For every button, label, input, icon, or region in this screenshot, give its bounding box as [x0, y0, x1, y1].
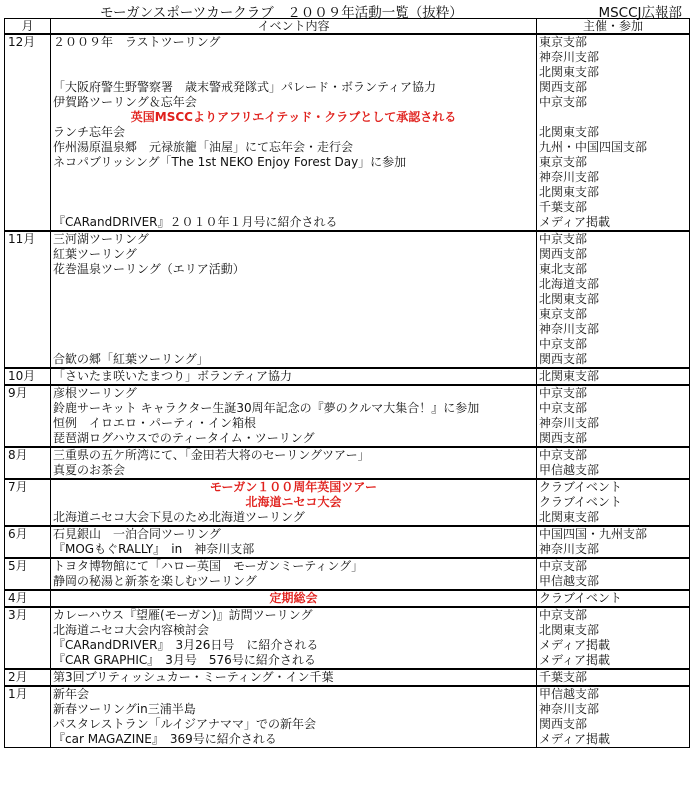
event-cell: 『CAR GRAPHIC』 3月号 576号に紹介される [51, 653, 537, 669]
month-cell [5, 510, 51, 526]
event-cell: 真夏のお茶会 [51, 463, 537, 479]
organizer-cell: 中京支部 [537, 447, 690, 463]
table-row [5, 262, 690, 277]
organizer-cell: 神奈川支部 [537, 322, 690, 337]
table-row [5, 542, 690, 558]
organizer-cell: 北関東支部 [537, 292, 690, 307]
month-cell: 6月 [5, 526, 51, 542]
event-cell: 三河湖ツーリング [51, 231, 537, 247]
table-row [5, 669, 690, 686]
table-row [5, 686, 690, 702]
event-cell: 彦根ツーリング [51, 385, 537, 401]
table-row [5, 385, 690, 401]
organizer-cell: 甲信越支部 [537, 574, 690, 590]
month-cell [5, 125, 51, 140]
month-cell: 9月 [5, 385, 51, 401]
table-row [5, 95, 690, 110]
organizer-cell: 中国四国・九州支部 [537, 526, 690, 542]
table-row [5, 447, 690, 463]
month-cell [5, 574, 51, 590]
event-cell: 恒例 イロエロ・パーティ・イン箱根 [51, 416, 537, 431]
month-cell [5, 247, 51, 262]
column-header-organizer: 主催・参加 [537, 19, 690, 35]
organizer-cell: 甲信越支部 [537, 463, 690, 479]
table-row [5, 702, 690, 717]
month-cell [5, 110, 51, 125]
month-cell: 10月 [5, 368, 51, 385]
organizer-cell: 中京支部 [537, 558, 690, 574]
event-cell: 「大阪府警生野警察署 歳末警戒発隊式」パレード・ボランティア協力 [51, 80, 537, 95]
table-row [5, 495, 690, 510]
event-cell: 新春ツーリングin三浦半島 [51, 702, 537, 717]
table-row [5, 140, 690, 155]
month-cell: 4月 [5, 590, 51, 607]
table-row [5, 277, 690, 292]
month-cell [5, 170, 51, 185]
organizer-cell: 北関東支部 [537, 65, 690, 80]
event-cell: ランチ忘年会 [51, 125, 537, 140]
event-cell: ２００９年 ラストツーリング [51, 34, 537, 50]
table-body [5, 34, 690, 748]
organizer-cell: 神奈川支部 [537, 702, 690, 717]
table-row [5, 34, 690, 50]
organizer-cell: 関西支部 [537, 80, 690, 95]
event-cell: 鈴鹿サーキット キャラクター生誕30周年記念の『夢のクルマ大集合！』に参加 [51, 401, 537, 416]
event-cell: 北海道ニセコ大会下見のため北海道ツーリング [51, 510, 537, 526]
month-cell [5, 717, 51, 732]
table-row [5, 607, 690, 623]
organizer-cell: 東京支部 [537, 155, 690, 170]
month-cell [5, 80, 51, 95]
organizer-cell: 中京支部 [537, 607, 690, 623]
event-cell: 「さいたま咲いたまつり」ボランティア協力 [51, 368, 537, 385]
organizer-cell: 九州・中国四国支部 [537, 140, 690, 155]
organizer-cell: 千葉支部 [537, 200, 690, 215]
month-cell: 11月 [5, 231, 51, 247]
event-cell: パスタレストラン「ルイジアナママ」での新年会 [51, 717, 537, 732]
highlighted-event-cell: 定期総会 [51, 590, 537, 607]
event-cell [51, 50, 537, 65]
table-row [5, 463, 690, 479]
month-cell [5, 463, 51, 479]
table-row [5, 170, 690, 185]
table-row [5, 558, 690, 574]
month-cell [5, 638, 51, 653]
highlighted-event-cell: モーガン１００周年英国ツアー [51, 479, 537, 495]
event-cell: 紅葉ツーリング [51, 247, 537, 262]
table-row [5, 125, 690, 140]
column-header-month: 月 [5, 19, 51, 35]
event-cell [51, 277, 537, 292]
table-row [5, 231, 690, 247]
organizer-cell: 東京支部 [537, 307, 690, 322]
organizer-cell: 中京支部 [537, 95, 690, 110]
organizer-cell: 東北支部 [537, 262, 690, 277]
event-cell: 伊賀路ツーリング＆忘年会 [51, 95, 537, 110]
event-cell: 合歓の郷「紅葉ツーリング」 [51, 352, 537, 368]
table-row [5, 732, 690, 748]
table-row [5, 155, 690, 170]
month-cell [5, 623, 51, 638]
organizer-cell: 北海道支部 [537, 277, 690, 292]
table-row [5, 574, 690, 590]
month-cell [5, 431, 51, 447]
month-cell [5, 155, 51, 170]
activity-table [4, 18, 690, 748]
month-cell [5, 542, 51, 558]
organizer-cell: クラブイベント [537, 495, 690, 510]
table-row [5, 368, 690, 385]
table-row [5, 653, 690, 669]
table-row [5, 215, 690, 231]
month-cell: 12月 [5, 34, 51, 50]
table-row [5, 431, 690, 447]
month-cell [5, 653, 51, 669]
month-cell [5, 50, 51, 65]
event-cell: 新年会 [51, 686, 537, 702]
month-cell [5, 185, 51, 200]
month-cell [5, 322, 51, 337]
month-cell [5, 337, 51, 352]
table-header-row [5, 19, 690, 35]
month-cell: 7月 [5, 479, 51, 495]
organizer-cell [537, 110, 690, 125]
event-cell: 花巻温泉ツーリング（エリア活動） [51, 262, 537, 277]
table-row [5, 401, 690, 416]
table-row [5, 623, 690, 638]
month-cell [5, 401, 51, 416]
month-cell [5, 292, 51, 307]
event-cell: 第3回ブリティッシュカー・ミーティング・イン千葉 [51, 669, 537, 686]
organizer-cell: メディア掲載 [537, 732, 690, 748]
organizer-cell: 中京支部 [537, 337, 690, 352]
event-cell: 石見銀山 一泊合同ツーリング [51, 526, 537, 542]
table-row [5, 65, 690, 80]
event-cell: カレーハウス『望雁(モーガン)』訪問ツーリング [51, 607, 537, 623]
month-cell [5, 277, 51, 292]
organizer-cell: 中京支部 [537, 401, 690, 416]
month-cell [5, 495, 51, 510]
table-row [5, 416, 690, 431]
month-cell: 1月 [5, 686, 51, 702]
month-cell [5, 65, 51, 80]
table-row [5, 50, 690, 65]
event-cell: 北海道ニセコ大会内容検討会 [51, 623, 537, 638]
organizer-cell: メディア掲載 [537, 638, 690, 653]
organizer-cell: 北関東支部 [537, 185, 690, 200]
document-header [0, 0, 690, 21]
highlighted-event-cell: 英国MSCCよりアフリエイテッド・クラブとして承認される [51, 110, 537, 125]
month-cell [5, 702, 51, 717]
table-row [5, 526, 690, 542]
table-row [5, 717, 690, 732]
month-cell [5, 95, 51, 110]
month-cell: 5月 [5, 558, 51, 574]
month-cell [5, 215, 51, 231]
month-cell [5, 352, 51, 368]
organizer-cell: メディア掲載 [537, 215, 690, 231]
table-row [5, 185, 690, 200]
organizer-cell: 北関東支部 [537, 623, 690, 638]
month-cell: 8月 [5, 447, 51, 463]
table-row [5, 337, 690, 352]
month-cell: 3月 [5, 607, 51, 623]
organizer-cell: 北関東支部 [537, 510, 690, 526]
month-cell [5, 732, 51, 748]
event-cell [51, 292, 537, 307]
event-cell [51, 170, 537, 185]
organizer-cell: 中京支部 [537, 231, 690, 247]
organizer-cell: メディア掲載 [537, 653, 690, 669]
event-cell: 『CARandDRIVER』 3月26日号 に紹介される [51, 638, 537, 653]
organizer-cell: 神奈川支部 [537, 50, 690, 65]
month-cell [5, 262, 51, 277]
column-header-event: イベント内容 [51, 19, 537, 35]
organizer-cell: 千葉支部 [537, 669, 690, 686]
event-cell: トヨタ博物館にて「ハロー英国 モーガンミーティング」 [51, 558, 537, 574]
event-cell: 作州湯原温泉郷 元禄旅籠「油屋」にて忘年会・走行会 [51, 140, 537, 155]
organizer-cell: 関西支部 [537, 352, 690, 368]
organizer-cell: 東京支部 [537, 34, 690, 50]
event-cell: ネコパブリッシング「The 1st NEKO Enjoy Forest Day」に参加 [51, 155, 537, 170]
table-row [5, 200, 690, 215]
organizer-cell: 神奈川支部 [537, 416, 690, 431]
table-row [5, 292, 690, 307]
organizer-cell: クラブイベント [537, 479, 690, 495]
document-title: モーガンスポーツカークラブ ２００９年活動一覧（抜粋） [100, 5, 463, 21]
highlighted-event-cell: 北海道ニセコ大会 [51, 495, 537, 510]
table-row [5, 352, 690, 368]
event-cell: 『CARandDRIVER』２０１０年１月号に紹介される [51, 215, 537, 231]
organizer-cell: クラブイベント [537, 590, 690, 607]
organizer-cell: 中京支部 [537, 385, 690, 401]
month-cell [5, 307, 51, 322]
table-row [5, 307, 690, 322]
month-cell [5, 140, 51, 155]
event-cell: 『MOGもぐRALLY』 in 神奈川支部 [51, 542, 537, 558]
table-row [5, 590, 690, 607]
issuer-label: MSCCJ広報部 [598, 5, 682, 21]
event-cell [51, 307, 537, 322]
event-cell [51, 185, 537, 200]
event-cell: 三重県の五ケ所湾にて、「金田若大将のセーリングツアー」 [51, 447, 537, 463]
event-cell: 『car MAGAZINE』 369号に紹介される [51, 732, 537, 748]
month-cell [5, 416, 51, 431]
table-row [5, 322, 690, 337]
organizer-cell: 関西支部 [537, 247, 690, 262]
month-cell: 2月 [5, 669, 51, 686]
month-cell [5, 200, 51, 215]
organizer-cell: 神奈川支部 [537, 170, 690, 185]
organizer-cell: 北関東支部 [537, 125, 690, 140]
table-row [5, 110, 690, 125]
organizer-cell: 北関東支部 [537, 368, 690, 385]
table-row [5, 479, 690, 495]
event-cell [51, 337, 537, 352]
event-cell [51, 65, 537, 80]
event-cell [51, 200, 537, 215]
organizer-cell: 神奈川支部 [537, 542, 690, 558]
table-row [5, 247, 690, 262]
organizer-cell: 関西支部 [537, 717, 690, 732]
table-row [5, 510, 690, 526]
table-row [5, 80, 690, 95]
event-cell: 琵琶湖ログハウスでのティータイム・ツーリング [51, 431, 537, 447]
organizer-cell: 関西支部 [537, 431, 690, 447]
event-cell: 静岡の秘湯と新茶を楽しむツーリング [51, 574, 537, 590]
organizer-cell: 甲信越支部 [537, 686, 690, 702]
table-row [5, 638, 690, 653]
event-cell [51, 322, 537, 337]
